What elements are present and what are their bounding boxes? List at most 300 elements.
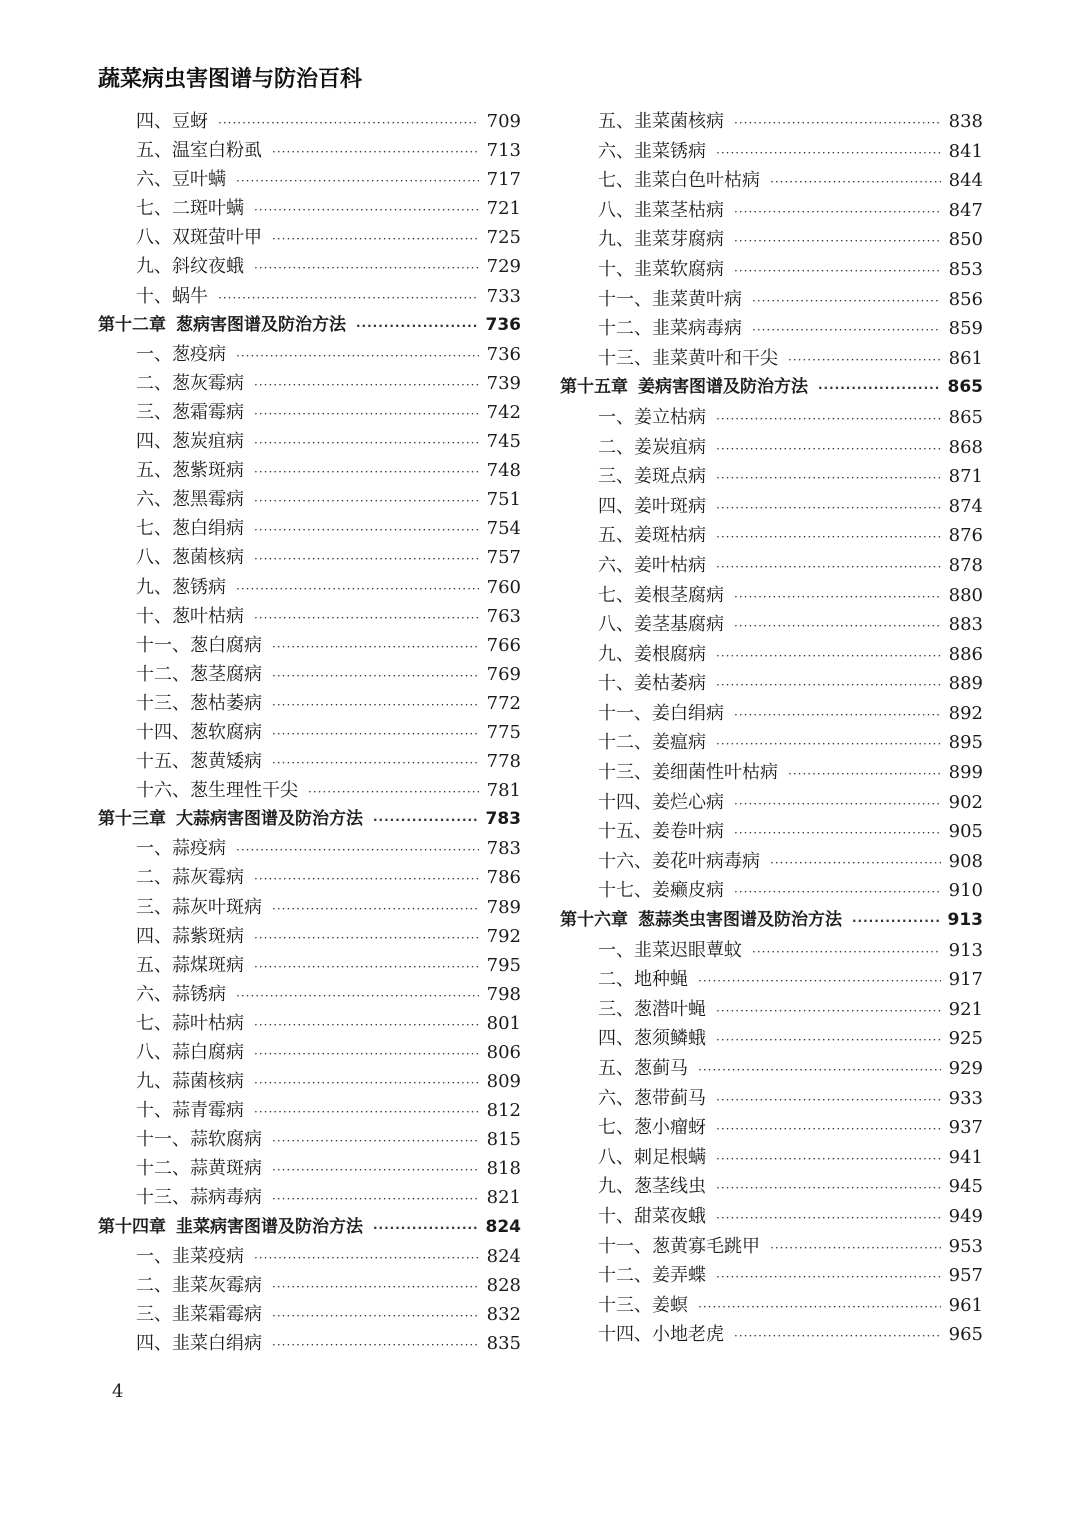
dot-leader <box>734 878 941 908</box>
entry-page-number: 892 <box>948 702 983 724</box>
dot-leader <box>716 1115 941 1145</box>
entry-title: 十四、葱软腐病 <box>136 721 262 743</box>
toc-entry-row <box>98 136 521 165</box>
entry-page-number: 853 <box>948 258 983 280</box>
entry-page-number: 748 <box>486 460 521 482</box>
entry-page-number: 878 <box>948 554 983 576</box>
dot-leader <box>373 806 478 835</box>
entry-page-number: 832 <box>486 1303 521 1325</box>
dot-leader <box>734 701 941 731</box>
entry-title: 二、葱灰霉病 <box>136 372 244 394</box>
entry-title: 七、葱小瘤蚜 <box>598 1117 706 1139</box>
toc-entry-row <box>560 137 983 167</box>
dot-leader <box>770 1234 941 1264</box>
entry-title: 七、葱白绢病 <box>136 518 244 540</box>
entry-title: 十七、姜癞皮病 <box>598 880 724 902</box>
toc-entry-row <box>98 282 521 311</box>
dot-leader <box>716 1026 941 1056</box>
entry-page-number: 760 <box>486 576 521 598</box>
entry-page-number: 725 <box>486 227 521 249</box>
dot-leader <box>254 1098 479 1127</box>
entry-title: 九、蒜菌核病 <box>136 1071 244 1093</box>
entry-title: 四、豆蚜 <box>136 111 208 132</box>
entry-title: 十一、葱黄寡毛跳甲 <box>598 1235 760 1257</box>
entry-title: 十六、姜花叶病毒病 <box>598 850 760 872</box>
entry-title: 九、葱茎线虫 <box>598 1176 706 1198</box>
entry-page-number: 871 <box>948 466 983 488</box>
toc-entry-row <box>560 1202 983 1232</box>
toc-entry-row <box>98 223 521 252</box>
entry-title: 三、葱潜叶蝇 <box>598 998 706 1020</box>
entry-title: 十三、蒜病毒病 <box>136 1187 262 1209</box>
dot-leader <box>698 1293 941 1323</box>
entry-title: 六、葱黑霉病 <box>136 489 244 511</box>
entry-title: 三、姜斑点病 <box>598 466 706 488</box>
entry-title: 十三、葱枯萎病 <box>136 692 262 714</box>
entry-page-number: 769 <box>486 663 521 685</box>
entry-title: 九、葱锈病 <box>136 576 226 598</box>
entry-title: 十三、姜细菌性叶枯病 <box>598 762 778 784</box>
toc-entry-row <box>98 980 521 1009</box>
entry-page-number: 783 <box>486 838 521 860</box>
dot-leader <box>254 1040 479 1069</box>
dot-leader <box>236 167 479 196</box>
entry-page-number: 945 <box>948 1176 983 1198</box>
entry-title: 八、韭菜茎枯病 <box>598 199 724 221</box>
entry-page-number: 792 <box>486 925 521 947</box>
dot-leader <box>254 924 479 953</box>
chapter-title: 韭菜病害图谱及防治方法 <box>176 1216 363 1237</box>
entry-title: 十、韭菜软腐病 <box>598 258 724 280</box>
toc-entry-row <box>560 1172 983 1202</box>
toc-entry-row <box>560 936 983 966</box>
toc-chapter-row <box>560 373 983 403</box>
dot-leader <box>308 778 479 807</box>
dot-leader <box>254 953 479 982</box>
entry-title: 十、甜菜夜蛾 <box>598 1205 706 1227</box>
entry-page-number: 815 <box>486 1129 521 1151</box>
toc-entry-row <box>98 107 521 136</box>
entry-page-number: 965 <box>948 1324 983 1346</box>
toc-entry-row <box>98 427 521 456</box>
dot-leader <box>716 1086 941 1116</box>
dot-leader <box>254 400 479 429</box>
entry-title: 九、韭菜芽腐病 <box>598 229 724 251</box>
dot-leader <box>716 553 941 583</box>
toc-entry-row <box>560 225 983 255</box>
dot-leader <box>734 227 941 257</box>
toc-entry-row <box>560 640 983 670</box>
toc-entry-row <box>98 398 521 427</box>
entry-title: 五、葱紫斑病 <box>136 460 244 482</box>
entry-title: 一、姜立枯病 <box>598 406 706 428</box>
toc-entry-row <box>98 1067 521 1096</box>
toc-entry-row <box>98 602 521 631</box>
toc-entry-row <box>560 669 983 699</box>
toc-entry-row <box>560 1084 983 1114</box>
toc-entry-row <box>560 1291 983 1321</box>
entry-title: 四、葱须鳞蛾 <box>598 1028 706 1050</box>
entry-page-number: 717 <box>486 169 521 191</box>
entry-page-number: 778 <box>486 751 521 773</box>
dot-leader <box>254 487 479 516</box>
entry-page-number: 795 <box>486 954 521 976</box>
dot-leader <box>716 642 941 672</box>
toc-entry-row <box>98 573 521 602</box>
toc-right-column <box>560 107 983 1350</box>
entry-page-number: 729 <box>486 256 521 278</box>
entry-page-number: 806 <box>486 1042 521 1063</box>
toc-entry-row <box>98 1271 521 1300</box>
toc-entry-row <box>560 403 983 433</box>
entry-title: 五、葱蓟马 <box>598 1058 688 1079</box>
entry-page-number: 905 <box>948 821 983 843</box>
toc-entry-row <box>560 1143 983 1173</box>
dot-leader <box>254 865 479 894</box>
dot-leader <box>272 1156 479 1185</box>
dot-leader <box>254 516 479 545</box>
entry-page-number: 895 <box>948 732 983 754</box>
toc-entry-row <box>560 196 983 226</box>
toc-entry-row <box>560 847 983 877</box>
entry-title: 六、葱带蓟马 <box>598 1087 706 1109</box>
toc-entry-row <box>98 194 521 223</box>
dot-leader <box>254 429 479 458</box>
entry-page-number: 874 <box>948 495 983 517</box>
toc-entry-row <box>98 1096 521 1125</box>
toc-entry-row <box>560 995 983 1025</box>
toc-entry-row <box>560 1261 983 1291</box>
toc-entry-row <box>560 965 983 995</box>
chapter-title: 大蒜病害图谱及防治方法 <box>176 809 363 830</box>
entry-title: 二、蒜灰霉病 <box>136 867 244 889</box>
entry-page-number: 929 <box>948 1058 983 1079</box>
entry-title: 一、韭菜疫病 <box>136 1245 244 1267</box>
dot-leader <box>272 895 479 924</box>
dot-leader <box>716 464 941 494</box>
entry-page-number: 913 <box>948 939 983 961</box>
dot-leader <box>254 1069 479 1098</box>
entry-title: 九、姜根腐病 <box>598 643 706 665</box>
toc-entry-row <box>560 699 983 729</box>
dot-leader <box>254 196 479 225</box>
entry-title: 六、蒜锈病 <box>136 983 226 1005</box>
entry-page-number: 798 <box>486 983 521 1005</box>
dot-leader <box>272 1302 479 1331</box>
dot-leader <box>734 1322 941 1352</box>
chapter-title: 葱蒜类虫害图谱及防治方法 <box>638 910 842 931</box>
entry-title: 十三、韭菜黄叶和干尖 <box>598 347 778 369</box>
entry-page-number: 812 <box>486 1100 521 1122</box>
entry-title: 十五、葱黄矮病 <box>136 751 262 773</box>
entry-page-number: 850 <box>948 229 983 251</box>
entry-page-number: 957 <box>948 1265 983 1287</box>
dot-leader <box>254 254 479 283</box>
entry-title: 十、蒜青霉病 <box>136 1100 244 1122</box>
entry-title: 十二、姜弄蝶 <box>598 1265 706 1287</box>
dot-leader <box>272 633 479 662</box>
entry-title: 六、豆叶螨 <box>136 169 226 191</box>
dot-leader <box>734 790 941 820</box>
entry-title: 十一、韭菜黄叶病 <box>598 288 742 310</box>
toc-entry-row <box>98 631 521 660</box>
dot-leader <box>716 523 941 553</box>
entry-page-number: 736 <box>485 314 521 335</box>
toc-entry-row <box>98 689 521 718</box>
toc-entry-row <box>98 1125 521 1154</box>
entry-title: 二、韭菜灰霉病 <box>136 1274 262 1296</box>
entry-title: 十二、葱茎腐病 <box>136 663 262 685</box>
toc-entry-row <box>560 728 983 758</box>
dot-leader <box>770 849 941 879</box>
entry-page-number: 847 <box>948 199 983 221</box>
entry-title: 十、蜗牛 <box>136 285 208 307</box>
entry-title: 二、姜炭疽病 <box>598 436 706 458</box>
dot-leader <box>788 760 941 790</box>
dot-leader <box>218 109 479 138</box>
entry-page-number: 818 <box>486 1158 521 1180</box>
toc-entry-row <box>98 834 521 863</box>
dot-leader <box>272 138 479 167</box>
toc-entry-row <box>98 893 521 922</box>
entry-page-number: 742 <box>486 401 521 423</box>
dot-leader <box>236 982 479 1011</box>
entry-page-number: 908 <box>948 850 983 872</box>
entry-page-number: 961 <box>948 1294 983 1316</box>
entry-title: 四、葱炭疽病 <box>136 431 244 453</box>
entry-page-number: 899 <box>948 762 983 784</box>
chapter-number: 第十五章 <box>560 377 628 398</box>
entry-page-number: 745 <box>486 431 521 453</box>
entry-title: 三、蒜灰叶斑病 <box>136 896 262 918</box>
dot-leader <box>236 575 479 604</box>
entry-page-number: 917 <box>948 969 983 991</box>
toc-entry-row <box>98 340 521 369</box>
entry-page-number: 757 <box>486 547 521 569</box>
toc-entry-row <box>560 758 983 788</box>
entry-title: 十、葱叶枯病 <box>136 605 244 627</box>
toc-chapter-row <box>560 906 983 936</box>
dot-leader <box>716 435 941 465</box>
toc-entry-row <box>560 581 983 611</box>
entry-page-number: 841 <box>948 140 983 162</box>
entry-page-number: 937 <box>948 1117 983 1139</box>
entry-title: 三、葱霜霉病 <box>136 401 244 423</box>
toc-entry-row <box>98 922 521 951</box>
entry-title: 八、葱菌核病 <box>136 547 244 569</box>
entry-page-number: 772 <box>486 692 521 714</box>
entry-page-number: 789 <box>486 896 521 918</box>
toc-entry-row <box>560 433 983 463</box>
entry-title: 八、姜茎基腐病 <box>598 614 724 636</box>
toc-entry-row <box>560 1024 983 1054</box>
toc-entry-row <box>98 1038 521 1067</box>
entry-title: 十、姜枯萎病 <box>598 673 706 695</box>
entry-title: 五、温室白粉虱 <box>136 140 262 162</box>
dot-leader <box>734 257 941 287</box>
entry-title: 十一、蒜软腐病 <box>136 1129 262 1151</box>
dot-leader <box>716 1174 941 1204</box>
entry-page-number: 856 <box>948 288 983 310</box>
toc-entry-row <box>560 788 983 818</box>
entry-title: 七、姜根茎腐病 <box>598 584 724 606</box>
dot-leader <box>734 583 941 613</box>
entry-page-number: 786 <box>486 867 521 889</box>
entry-page-number: 721 <box>486 198 521 220</box>
entry-title: 五、姜斑枯病 <box>598 525 706 547</box>
toc-entry-row <box>560 107 983 137</box>
toc-chapter-row <box>98 805 521 834</box>
entry-title: 七、蒜叶枯病 <box>136 1012 244 1034</box>
toc-entry-row <box>98 1183 521 1212</box>
entry-page-number: 733 <box>486 285 521 307</box>
dot-leader <box>752 316 941 346</box>
dot-leader <box>254 458 479 487</box>
entry-page-number: 883 <box>948 614 983 636</box>
toc-entry-row <box>560 876 983 906</box>
dot-leader <box>236 342 479 371</box>
entry-page-number: 953 <box>948 1235 983 1257</box>
entry-title: 一、蒜疫病 <box>136 838 226 860</box>
entry-page-number: 925 <box>948 1028 983 1050</box>
entry-title: 十二、韭菜病毒病 <box>598 318 742 340</box>
toc-entry-row <box>98 1329 521 1358</box>
toc-entry-row <box>560 1054 983 1084</box>
chapter-number: 第十二章 <box>98 314 166 335</box>
chapter-number: 第十六章 <box>560 910 628 931</box>
toc-entry-row <box>98 456 521 485</box>
entry-title: 十四、小地老虎 <box>598 1324 724 1346</box>
entry-page-number: 865 <box>947 377 983 398</box>
toc-entry-row <box>560 610 983 640</box>
entry-title: 七、二斑叶螨 <box>136 198 244 220</box>
toc-entry-row <box>98 1009 521 1038</box>
dot-leader <box>272 1127 479 1156</box>
entry-page-number: 949 <box>948 1205 983 1227</box>
dot-leader <box>716 1263 941 1293</box>
dot-leader <box>272 662 479 691</box>
toc-entry-row <box>98 747 521 776</box>
toc-entry-row <box>560 1113 983 1143</box>
toc-chapter-row <box>98 311 521 340</box>
entry-title: 四、姜叶斑病 <box>598 495 706 517</box>
dot-leader <box>218 284 479 313</box>
entry-page-number: 859 <box>948 318 983 340</box>
entry-page-number: 783 <box>485 809 521 830</box>
dot-leader <box>716 997 941 1027</box>
toc-entry-row <box>560 285 983 315</box>
toc-entry-row <box>98 951 521 980</box>
entry-page-number: 739 <box>486 372 521 394</box>
entry-title: 八、刺足根螨 <box>598 1146 706 1168</box>
toc-entry-row <box>98 660 521 689</box>
entry-page-number: 861 <box>948 347 983 369</box>
dot-leader <box>254 371 479 400</box>
toc-entry-row <box>98 776 521 805</box>
dot-leader <box>254 1011 479 1040</box>
entry-title: 四、韭菜白绢病 <box>136 1332 262 1354</box>
dot-leader <box>770 168 941 198</box>
dot-leader <box>236 836 479 865</box>
chapter-number: 第十四章 <box>98 1216 166 1237</box>
dot-leader <box>752 287 941 317</box>
running-header-title: 蔬菜病虫害图谱与防治百科 <box>98 67 363 92</box>
page-number: 4 <box>112 1381 124 1402</box>
entry-title: 八、蒜白腐病 <box>136 1042 244 1063</box>
entry-page-number: 941 <box>948 1146 983 1168</box>
dot-leader <box>272 1273 479 1302</box>
entry-page-number: 781 <box>486 780 521 802</box>
entry-page-number: 709 <box>486 111 521 132</box>
dot-leader <box>254 545 479 574</box>
dot-leader <box>272 691 479 720</box>
dot-leader <box>734 109 941 139</box>
entry-title: 十三、姜螟 <box>598 1294 688 1316</box>
dot-leader <box>716 730 941 760</box>
toc-entry-row <box>98 485 521 514</box>
dot-leader <box>788 346 941 376</box>
toc-entry-row <box>98 718 521 747</box>
toc-entry-row <box>560 492 983 522</box>
entry-page-number: 754 <box>486 518 521 540</box>
entry-title: 六、韭菜锈病 <box>598 140 706 162</box>
entry-page-number: 801 <box>486 1012 521 1034</box>
dot-leader <box>272 720 479 749</box>
entry-page-number: 865 <box>948 406 983 428</box>
entry-page-number: 921 <box>948 998 983 1020</box>
entry-page-number: 824 <box>486 1245 521 1267</box>
dot-leader <box>254 1244 479 1273</box>
entry-page-number: 933 <box>948 1087 983 1109</box>
entry-page-number: 736 <box>486 343 521 365</box>
entry-page-number: 838 <box>948 111 983 132</box>
entry-page-number: 766 <box>486 634 521 656</box>
entry-page-number: 910 <box>948 880 983 902</box>
toc-entry-row <box>560 1232 983 1262</box>
toc-entry-row <box>560 521 983 551</box>
toc-left-column <box>98 107 521 1358</box>
dot-leader <box>698 967 941 997</box>
entry-page-number: 913 <box>947 910 983 931</box>
toc-entry-row <box>560 166 983 196</box>
dot-leader <box>272 1331 479 1360</box>
entry-page-number: 763 <box>486 605 521 627</box>
dot-leader <box>716 1145 941 1175</box>
dot-leader <box>734 612 941 642</box>
toc-entry-row <box>98 1154 521 1183</box>
chapter-title: 姜病害图谱及防治方法 <box>638 377 808 398</box>
dot-leader <box>716 1204 941 1234</box>
toc-entry-row <box>98 863 521 892</box>
entry-page-number: 751 <box>486 489 521 511</box>
entry-title: 八、双斑萤叶甲 <box>136 227 262 249</box>
dot-leader <box>254 604 479 633</box>
toc-entry-row <box>560 255 983 285</box>
toc-entry-row <box>98 1242 521 1271</box>
entry-page-number: 713 <box>486 140 521 162</box>
dot-leader <box>716 671 941 701</box>
entry-page-number: 821 <box>486 1187 521 1209</box>
entry-title: 七、韭菜白色叶枯病 <box>598 170 760 192</box>
dot-leader <box>716 405 941 435</box>
toc-entry-row <box>560 817 983 847</box>
entry-page-number: 868 <box>948 436 983 458</box>
entry-title: 三、韭菜霜霉病 <box>136 1303 262 1325</box>
entry-page-number: 809 <box>486 1071 521 1093</box>
entry-page-number: 889 <box>948 673 983 695</box>
toc-entry-row <box>560 462 983 492</box>
dot-leader <box>716 494 941 524</box>
